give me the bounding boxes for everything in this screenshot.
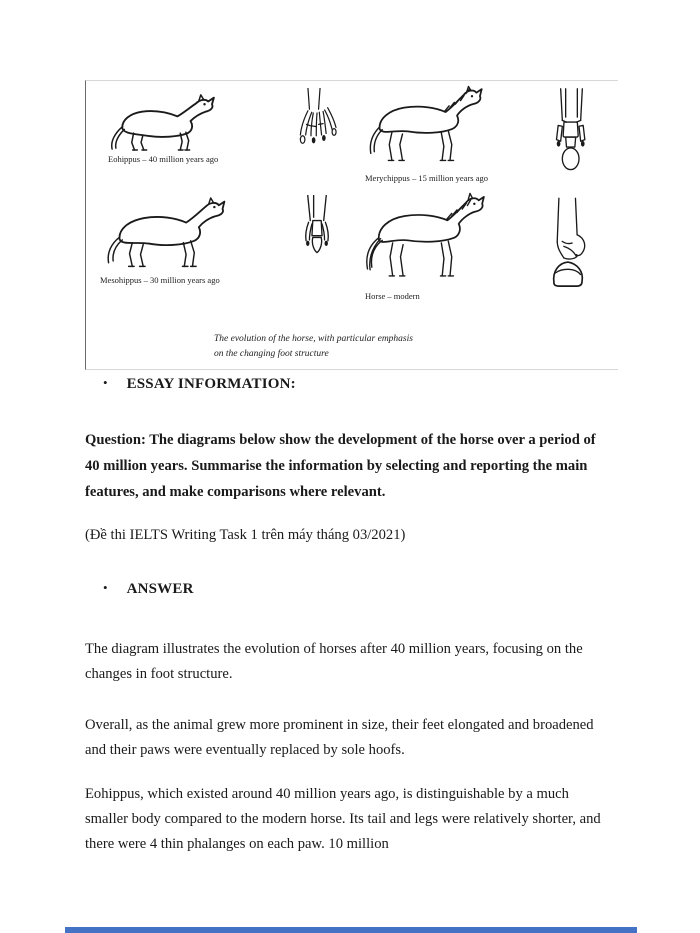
answer-heading-row bbox=[103, 581, 194, 598]
answer-paragraph-2: Overall, as the animal grew more prominent in size, their feet elongated and broadened and their paws were eventually replaced by sole hoofs. bbox=[85, 717, 594, 759]
bullet-icon: • bbox=[103, 580, 108, 595]
figure-caption-line2: on the changing foot structure bbox=[214, 348, 329, 359]
figure-label-merychippus: Merychippus – 15 million years ago bbox=[365, 173, 488, 183]
mesohippus-cell bbox=[94, 195, 249, 285]
modern-hoof-icon bbox=[539, 194, 597, 302]
essay-information-heading: ESSAY INFORMATION: bbox=[126, 376, 296, 392]
merychippus-cell bbox=[353, 83, 503, 183]
figure-label-modern-horse: Horse – modern bbox=[365, 291, 420, 301]
question-paragraph: Question: The diagrams below show the development of the horse over a period of 40 million years. Summarise the information by selecting and reporting the main features, and make comparisons where relevant. bbox=[85, 432, 596, 500]
foot-three-toes-icon bbox=[296, 195, 338, 263]
foot-three-toes-fused-icon bbox=[544, 85, 594, 180]
modern-horse-cell bbox=[351, 189, 503, 301]
eohippus-foot-cell bbox=[291, 88, 337, 160]
mesohippus-foot-cell bbox=[296, 195, 338, 263]
answer-paragraph-3: Eohippus, which existed around 40 million years ago, is distinguishable by a much smaller body compared to the modern horse. Its tail and legs were relatively shorter, and there were 4 thin phalanges on each paw. 10 million bbox=[85, 786, 601, 853]
modern-hoof-cell bbox=[539, 194, 597, 302]
bullet-icon: • bbox=[103, 375, 108, 390]
paw-four-toes-icon bbox=[291, 88, 337, 160]
mesohippus-illustration bbox=[94, 195, 249, 273]
modern-horse-illustration bbox=[351, 189, 503, 289]
eohippus-illustration bbox=[100, 91, 240, 152]
horse-evolution-figure bbox=[85, 80, 618, 370]
figure-caption bbox=[214, 332, 514, 361]
essay-information-heading-row bbox=[103, 376, 296, 393]
answer-paragraph-1: The diagram illustrates the evolution of horses after 40 million years, focusing on the changes in foot structure. bbox=[85, 641, 583, 683]
answer-heading: ANSWER bbox=[126, 581, 194, 597]
bottom-accent-bar bbox=[65, 927, 637, 933]
figure-label-mesohippus: Mesohippus – 30 million years ago bbox=[100, 275, 220, 285]
merychippus-foot-cell bbox=[544, 85, 594, 180]
figure-caption-line1: The evolution of the horse, with particular emphasis bbox=[214, 334, 413, 344]
eohippus-cell bbox=[100, 91, 240, 164]
merychippus-illustration bbox=[353, 83, 503, 171]
figure-label-eohippus: Eohippus – 40 million years ago bbox=[108, 154, 219, 164]
source-note: (Đề thi IELTS Writing Task 1 trên máy tháng 03/2021) bbox=[85, 527, 406, 543]
